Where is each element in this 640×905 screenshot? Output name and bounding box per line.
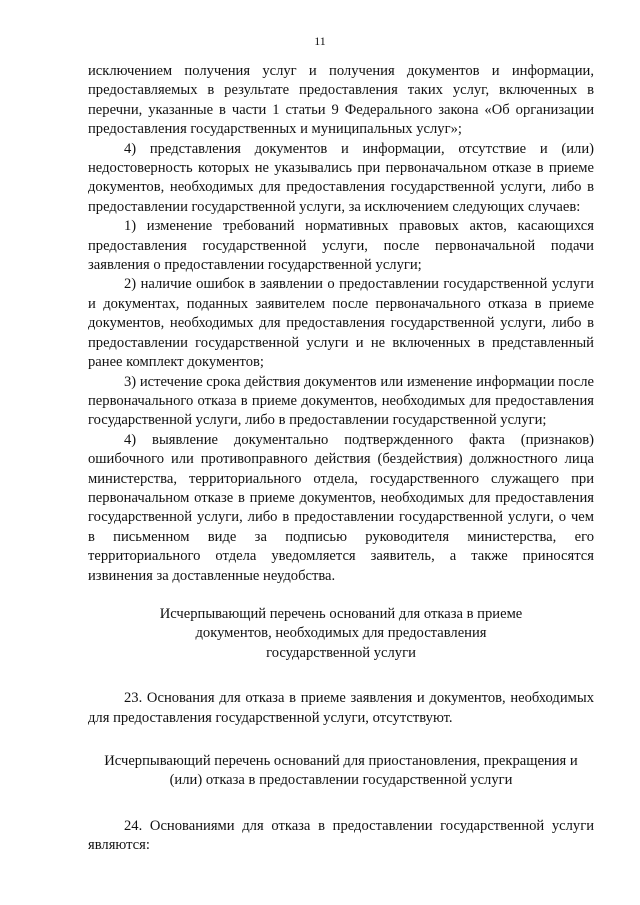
paragraph-23: 23. Основания для отказа в приеме заявления и документов, необходимых для предоставления государственной услуги, отсутствуют. — [88, 690, 594, 726]
document-body — [88, 62, 594, 856]
paragraph-24: 24. Основаниями для отказа в предоставлении государственной услуги являются: — [88, 817, 594, 854]
heading-line: Исчерпывающий перечень оснований для отказа в приеме — [159, 605, 523, 622]
page-number: 11 — [314, 34, 326, 48]
section-heading-refusal-acceptance — [88, 605, 594, 663]
paragraph-subitem-4: 4) выявление документально подтвержденного факта (признаков) ошибочного или противоправного действия (бездействия) должностного лица министерства, территориального отдела, государственного служащего при первоначальном отказе в приеме документов, необходимых для предоставления государственной услуги, либо в предоставлении государственной услуги, о чем в письменном виде за подписью руководителя министерства, его территориального отдела уведомляется заявитель, а также приносятся извинения за доставленные неудобства. — [88, 431, 594, 584]
paragraph-subitem-1: 1) изменение требований нормативных правовых актов, касающихся предоставления государственной услуги, после первоначальной подачи заявления о предоставлении государственной услуги; — [88, 218, 594, 274]
heading-line: Исчерпывающий перечень оснований для приостановления, прекращения и — [104, 753, 578, 769]
paragraph-continuation: исключением получения услуг и получения документов и информации, предоставляемых в результате предоставления таких услуг, включенных в перечни, указанные в части 1 статьи 9 Федерального закона «Об организации предоставления государственных и муниципальных услуг»; — [88, 63, 594, 138]
paragraph-subitem-3: 3) истечение срока действия документов или изменение информации после первоначального отказа в приеме документов, необходимых для предоставления государственной услуги, либо в предоставлении государственной услуги; — [88, 373, 594, 429]
heading-line: (или) отказа в предоставлении государственной услуги — [169, 772, 513, 789]
paragraph-item-4: 4) представления документов и информации, отсутствие и (или) недостоверность которых не указывались при первоначальном отказе в приеме документов, необходимых для предоставления государственной услуги, либо в предоставлении государственной услуги, за исключением следующих случаев: — [88, 140, 594, 215]
paragraph-subitem-2: 2) наличие ошибок в заявлении о предоставлении государственной услуги и документах, поданных заявителем после первоначального отказа в приеме документов, необходимых для предоставления государственной услуги, либо в предоставлении государственной услуги и не включенных в представленный ранее комплект документов; — [88, 276, 594, 371]
heading-line: документов, необходимых для предоставления — [195, 625, 487, 642]
section-heading-suspension-refusal — [88, 752, 594, 791]
heading-line: государственной услуги — [266, 644, 416, 661]
